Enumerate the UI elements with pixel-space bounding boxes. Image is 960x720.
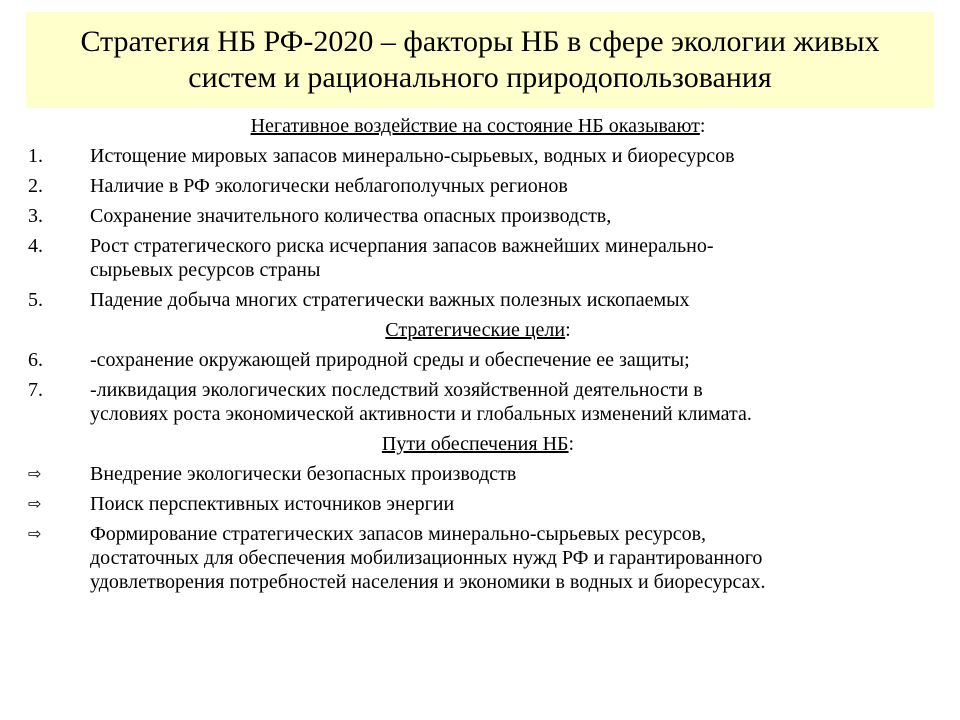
bullet-item-text [90, 522, 928, 594]
bullet-item-text-line2: достаточных для обеспечения мобилизационных нужд РФ и гарантированного [90, 547, 763, 569]
list-item-1 [28, 144, 928, 168]
list-item-text: Сохранение значительного количества опасных производств, [90, 205, 612, 227]
security-ways-heading [28, 432, 928, 456]
heading-colon: : [699, 115, 706, 137]
bullet-item-3 [28, 522, 928, 594]
list-item-text-line1: -ликвидация экологических последствий хозяйственной деятельности в [90, 379, 703, 401]
heading-colon: : [568, 433, 575, 455]
outline-arrow-right-icon: ⇨ [28, 494, 42, 513]
security-ways-heading-text: Пути обеспечения НБ [381, 433, 569, 455]
list-marker: 4. [28, 235, 43, 257]
list-marker: 5. [28, 289, 43, 311]
list-item-text-line2: сырьевых ресурсов страны [90, 259, 321, 281]
slide-content [28, 114, 928, 600]
bullet-item-text: Внедрение экологически безопасных производств [90, 463, 517, 485]
list-item-2 [28, 174, 928, 198]
strategic-goals-heading-text: Стратегические цели [385, 319, 566, 341]
negative-impact-heading-text: Негативное воздействие на состояние НБ оказывают [250, 115, 700, 137]
strategic-goals-heading [28, 318, 928, 342]
outline-arrow-right-icon: ⇨ [28, 524, 42, 543]
list-item-text: -сохранение окружающей природной среды и обеспечение ее защиты; [90, 349, 690, 371]
list-item-4 [28, 234, 928, 282]
bullet-item-1 [28, 462, 928, 486]
list-marker: 3. [28, 205, 43, 227]
heading-colon: : [565, 319, 571, 341]
list-item-text: Истощение мировых запасов минерально-сырьевых, водных и биоресурсов [90, 145, 735, 167]
slide-title-line1: Стратегия НБ РФ-2020 – факторы НБ в сфере экологии живых [80, 25, 880, 58]
bullet-item-text-line1: Формирование стратегических запасов минерально-сырьевых ресурсов, [90, 523, 707, 545]
title-box [26, 12, 934, 108]
list-item-text-line1: Рост стратегического риска исчерпания запасов важнейших минерально- [90, 235, 714, 257]
list-item-text [90, 234, 928, 282]
slide-title-line2: систем и рационального природопользования [188, 61, 772, 94]
list-marker: 6. [28, 349, 43, 371]
bullet-item-text-line3: удовлетворения потребностей населения и экономики в водных и биоресурсах. [90, 571, 766, 593]
list-marker: 2. [28, 175, 43, 197]
list-marker: 7. [28, 379, 43, 401]
bullet-item-text: Поиск перспективных источников энергии [90, 493, 455, 515]
list-item-3 [28, 204, 928, 228]
list-item-6 [28, 348, 928, 372]
list-item-text-line2: условиях роста экономической активности и глобальных изменений климата. [90, 403, 752, 425]
list-item-text: Падение добыча многих стратегически важных полезных ископаемых [90, 289, 690, 311]
list-item-7 [28, 378, 928, 426]
list-item-5 [28, 288, 928, 312]
slide-title [80, 24, 879, 96]
negative-impact-heading [28, 114, 928, 138]
list-item-text: Наличие в РФ экологически неблагополучных регионов [90, 175, 568, 197]
list-marker: 1. [28, 145, 43, 167]
list-item-text [90, 378, 928, 426]
outline-arrow-right-icon: ⇨ [28, 464, 42, 483]
bullet-item-2 [28, 492, 928, 516]
